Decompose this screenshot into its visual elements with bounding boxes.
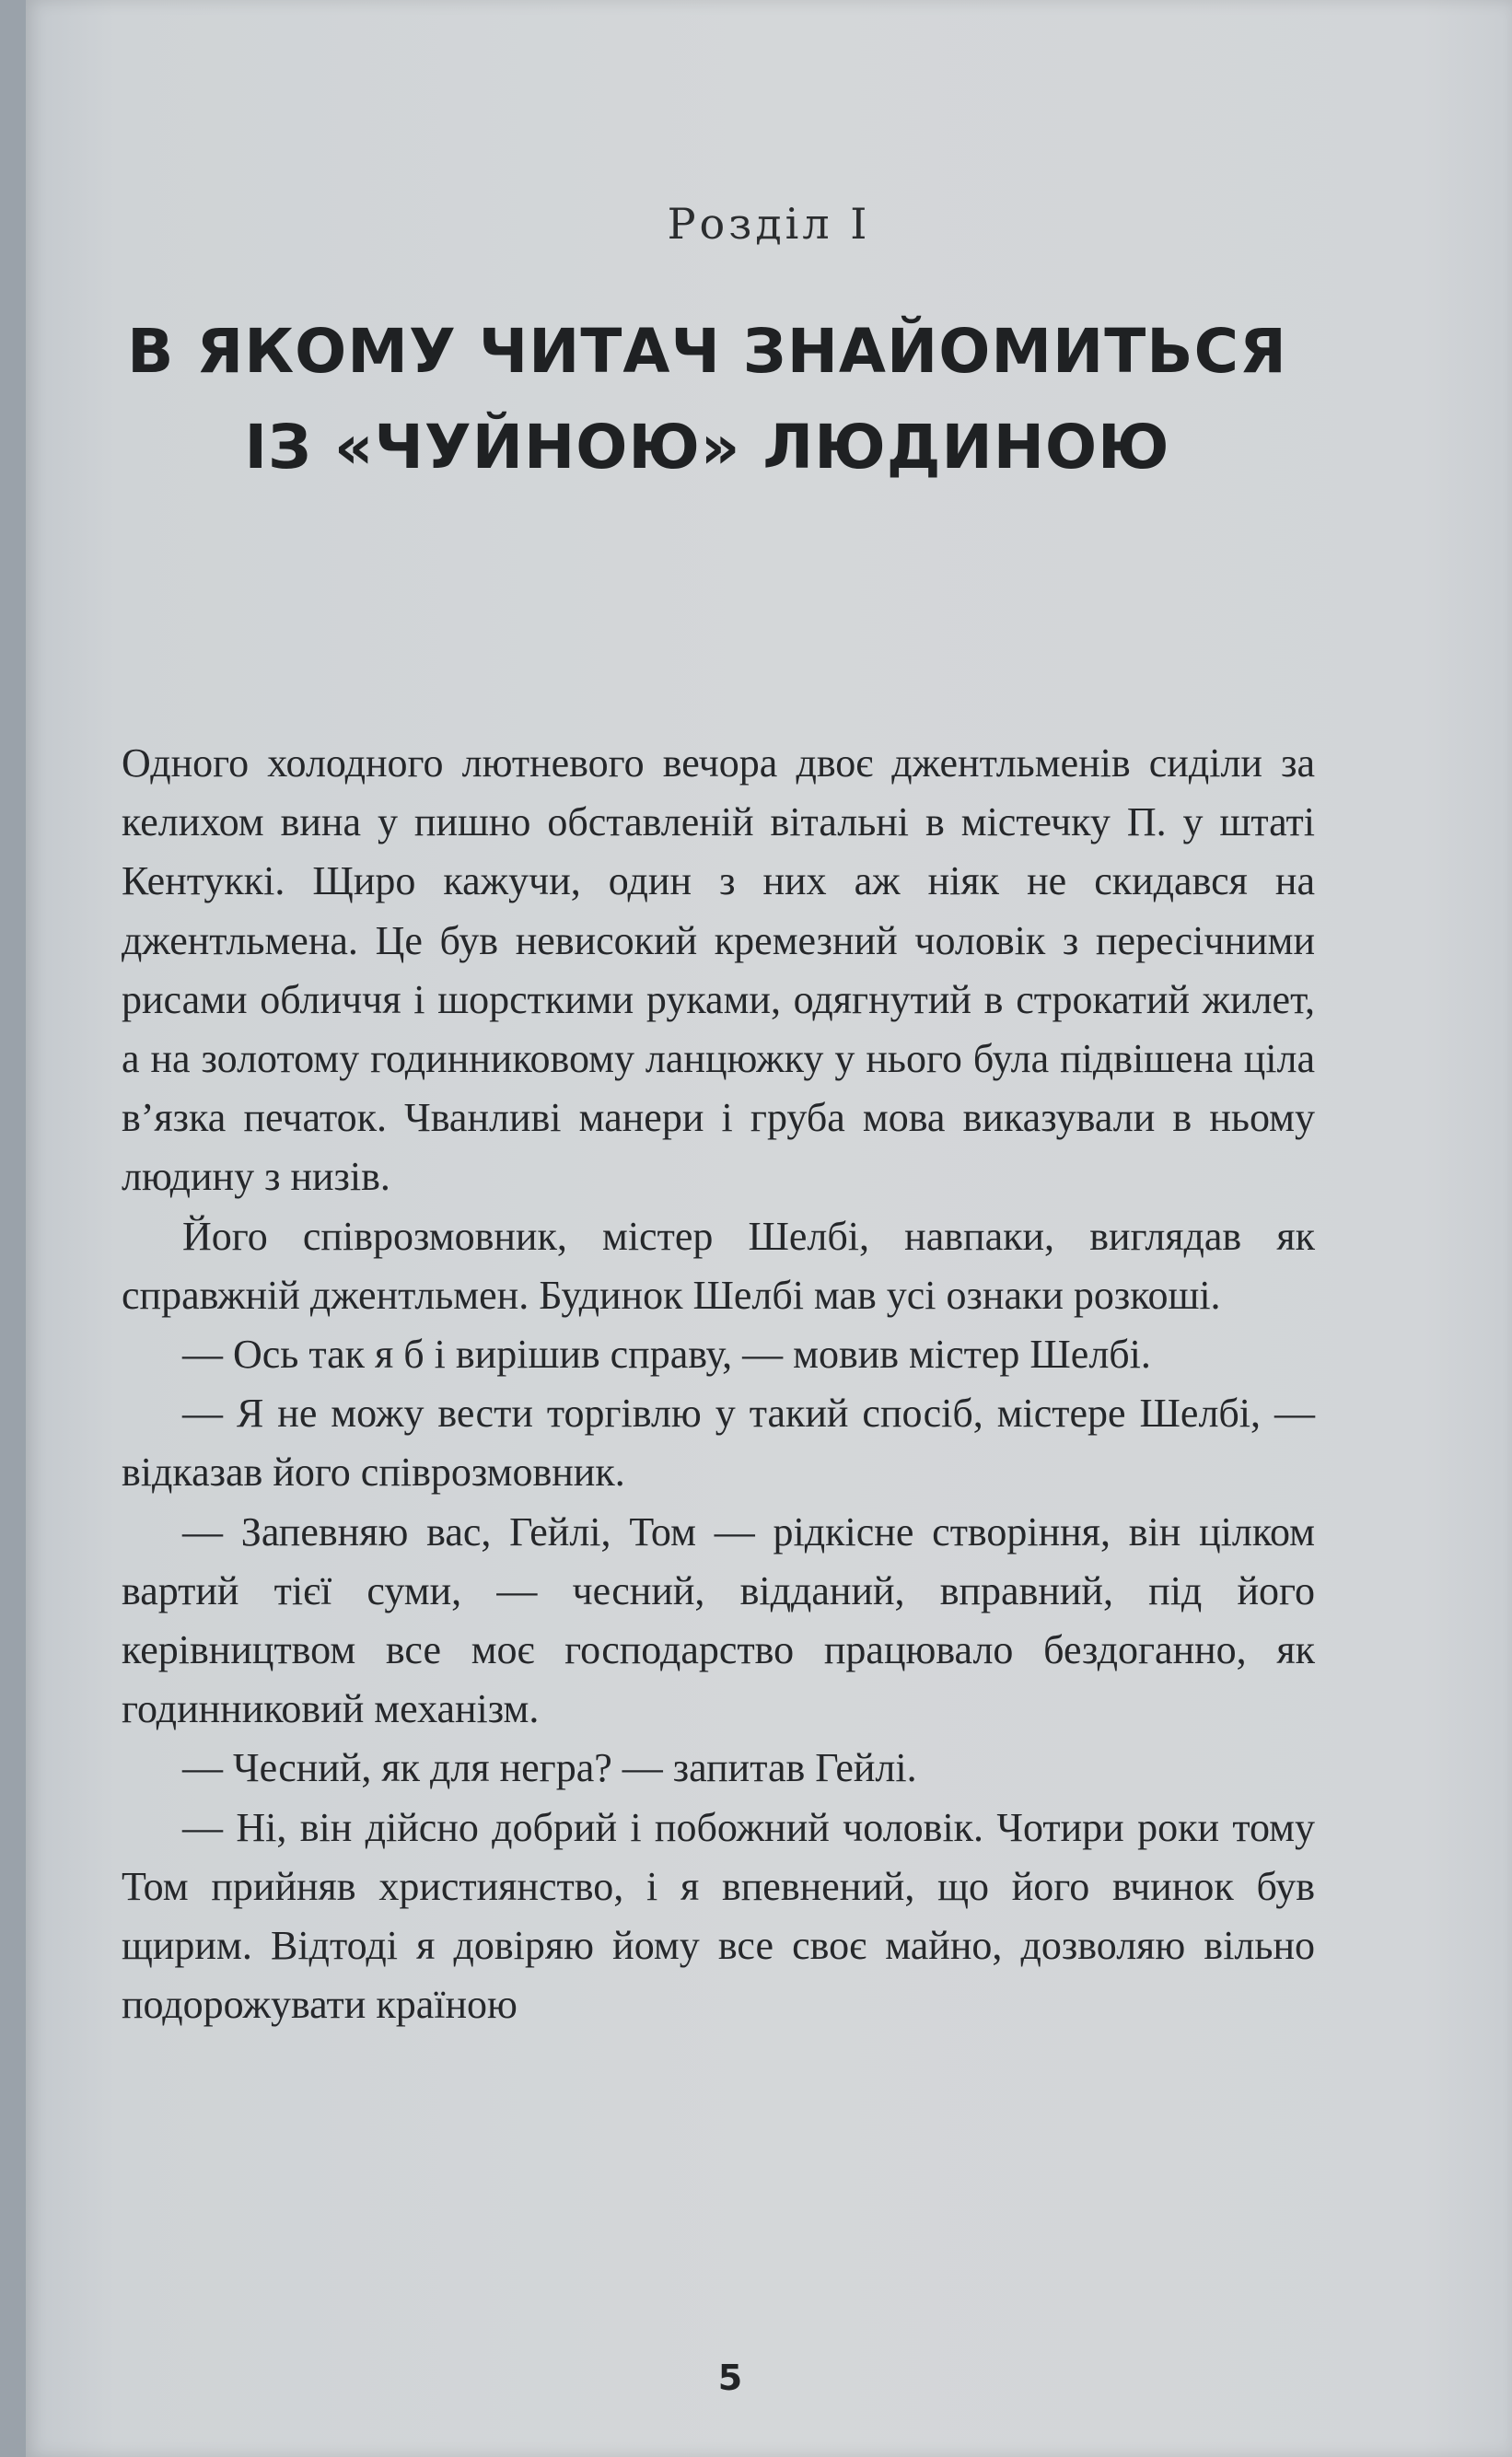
paragraph-7: — Ні, він дійсно добрий і побожний чоловік. Чотири роки тому Том прийняв християнство, і я впевнений, що його вчинок був щирим. Відтоді я довіряю йому все своє майно, дозволяю вільно подорожувати країною [122,1804,1315,2028]
chapter-label: Розділ I [667,199,871,249]
chapter-title [109,304,1306,495]
paragraph-6: — Чесний, як для негра? — запитав Гейлі. [182,1745,917,1791]
chapter-title-line-1: В ЯКОМУ ЧИТАЧ ЗНАЙОМИТЬСЯ [127,316,1287,387]
paragraph-1: Одного холодного лютневого вечора двоє джентльменів сиділи за келихом вина у пишно обставленій вітальні в містечку П. у штаті Кентуккі. Щиро кажучи, один з них аж ніяк не скидався на джентльмена. Це був невисокий кремезний чоловік з пересічними рисами обличчя і шорсткими руками, одягнутий в строкатий жилет, а на золотому годинниковому ланцюжку у нього була підвішена ціла в’язка печаток. Чванливі манери і груба мова виказували в ньому людину з низів. [122,740,1315,1200]
body-text [122,734,1315,2034]
page-number: 5 [717,2358,743,2398]
chapter-title-line-2: ІЗ «ЧУЙНОЮ» ЛЮДИНОЮ [244,412,1170,483]
paragraph-3: — Ось так я б і вирішив справу, — мовив містер Шелбі. [182,1332,1151,1378]
book-page [26,0,1512,2457]
paragraph-2: Його співрозмовник, містер Шелбі, навпаки, виглядав як справжній джентльмен. Будинок Шелбі мав усі ознаки розкоші. [122,1213,1315,1318]
paragraph-5: — Запевняю вас, Гейлі, Том — рідкісне створіння, він цілком вартий тієї суми, — чесний, відданий, вправний, під його керівництвом все моє господарство працювало бездоганно, як годинниковий механізм. [122,1508,1315,1732]
paragraph-4: — Я не можу вести торгівлю у такий спосіб, містере Шелбі, — відказав його співрозмовник. [122,1391,1315,1496]
